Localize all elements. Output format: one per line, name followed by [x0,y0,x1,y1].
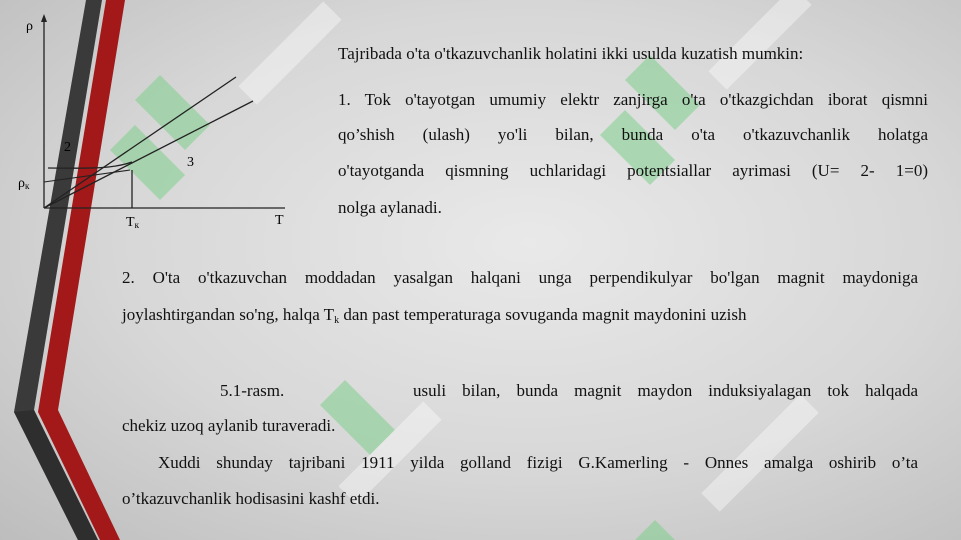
curve-3-label: 3 [187,155,194,170]
item2-line4: chekiz uzoq aylanib turaveradi. [122,416,336,435]
figure-caption: 5.1-rasm. [220,381,285,400]
resistance-temperature-graph [0,0,320,240]
y-axis-label: ρ [26,19,33,34]
curve-2 [48,162,132,168]
x-axis-label: T [275,213,284,228]
item1-line1: 1. Tok o'tayotgan umumiy elektr zanjirga o'ta o'tkazgichdan iborat qismni [338,90,928,109]
intro-line: Tajribada o'ta o'tkazuvchanlik holatini ikki usulda kuzatish mumkin: [338,44,804,63]
paragraph3-line1: Xuddi shunday tajribani 1911 yilda golland fizigi G.Kamerling - Onnes amalga oshirib o’ta [158,453,918,472]
item2-line2: joylashtirgandan so'ng, halqa $T_k$ dan past temperaturaga sovuganda magnit maydonini uzish [122,305,747,326]
item1-line3: o'tayotganda qismning uchlaridagi potentsiallar ayrimasi (U= 2- 1=0) [338,161,928,180]
rho-k-line [44,170,130,182]
item1-line2: qo’shish (ulash) yo'li bilan, bunda o'ta o'tkazuvchanlik holatga [338,125,928,144]
tk-label: Tк [126,215,139,230]
item1-line4: nolga aylanadi. [338,198,442,217]
curve-1 [44,77,236,208]
rho-k-label: ρк [18,176,30,191]
curve-3 [44,101,253,208]
tk-subscript: k [334,315,340,326]
item2-line3: usuli bilan, bunda magnit maydon induksiyalagan tok halqada [413,381,918,400]
paragraph3-line2: o’tkazuvchanlik hodisasini kashf etdi. [122,489,380,508]
curve-2-label: 2 [64,140,71,155]
item2-line1: 2. O'ta o'tkazuvchan moddadan yasalgan halqani unga perpendikulyar bo'lgan magnit maydoniga [122,268,918,287]
y-axis-arrow [41,14,47,22]
